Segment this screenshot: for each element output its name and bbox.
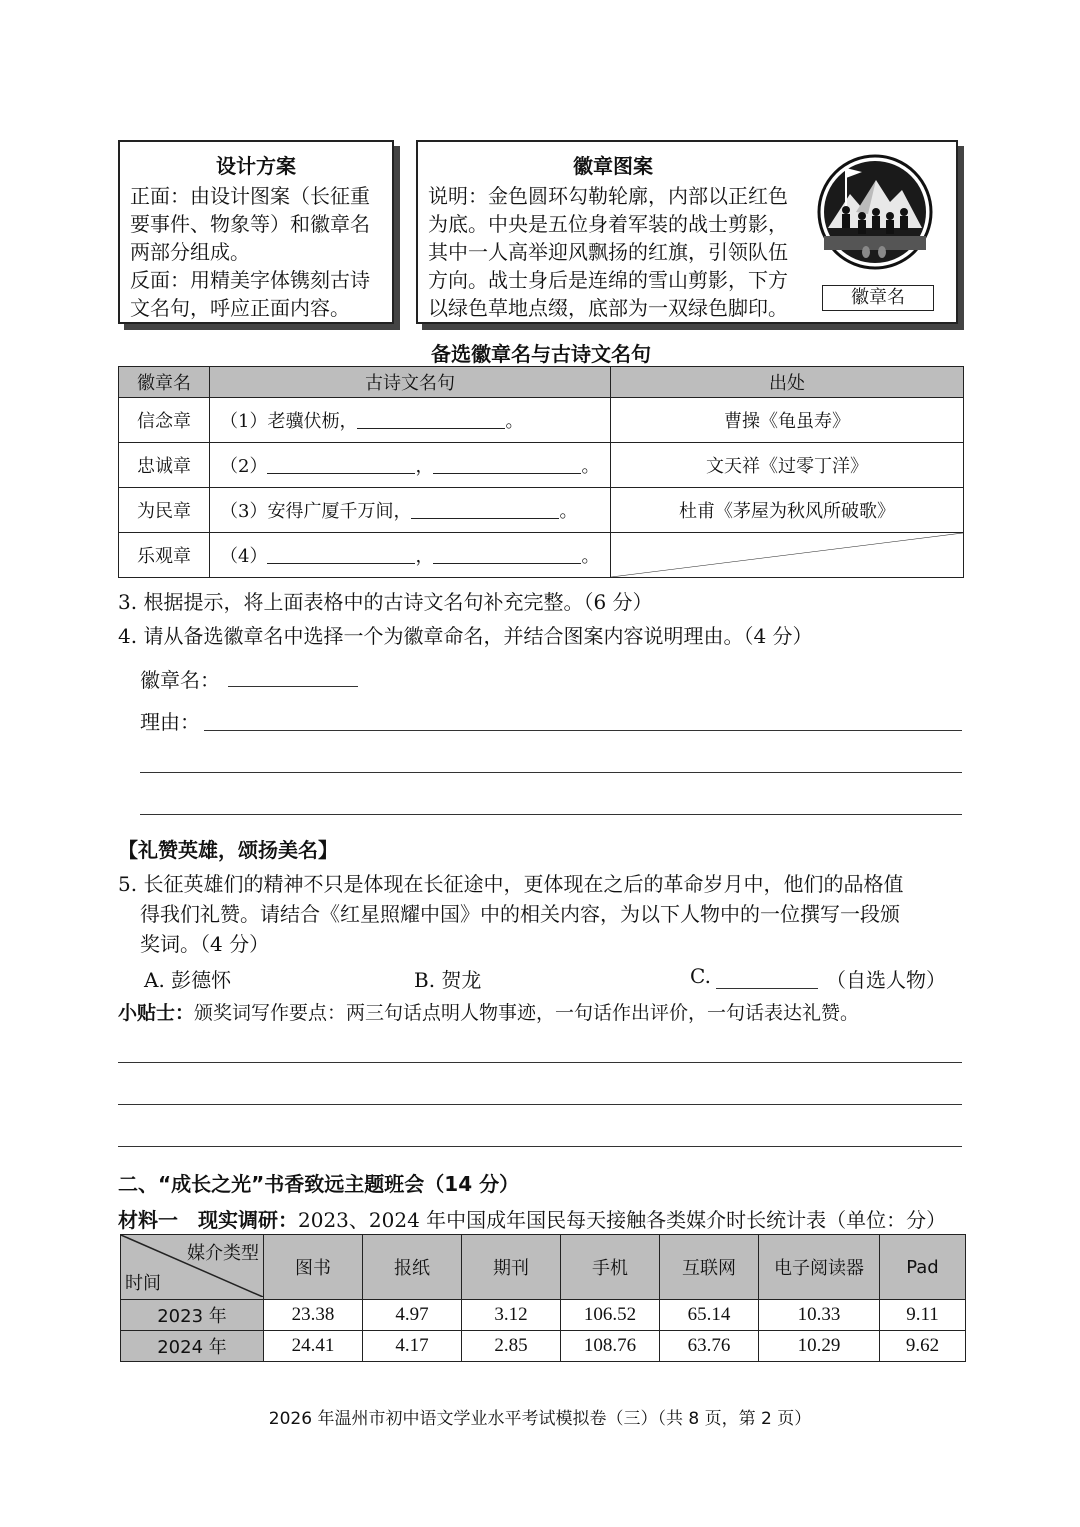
question-3: 3. 根据提示，将上面表格中的古诗文名句补充完整。（6 分） [118, 590, 653, 614]
design-line-5: 文名句，呼应正面内容。 [130, 296, 350, 320]
poem-mid: ， [415, 546, 434, 567]
table-row [119, 398, 964, 443]
poem-cell [210, 443, 611, 488]
poem-cell [210, 533, 611, 578]
table-title: 备选徽章名与古诗文名句 [431, 342, 651, 366]
corner-header-cell [121, 1235, 264, 1300]
value-cell: 2.85 [462, 1331, 561, 1362]
table-row [121, 1331, 966, 1362]
reason-answer-line-1[interactable] [204, 730, 962, 731]
question-4: 4. 请从备选徽章名中选择一个为徽章命名，并结合图案内容说明理由。（4 分） [118, 624, 813, 648]
value-cell: 10.29 [759, 1331, 880, 1362]
year-cell: 2024 年 [121, 1331, 264, 1362]
option-c: C. [690, 964, 711, 988]
year-cell: 2023 年 [121, 1300, 264, 1331]
column-header: 电子阅读器 [759, 1235, 880, 1300]
column-header: 互联网 [660, 1235, 759, 1300]
badge-line-3: 其中一人高举迎风飘扬的红旗，引领队伍 [428, 240, 788, 264]
material-1 [118, 1204, 946, 1233]
table-row [119, 488, 964, 533]
value-cell: 108.76 [561, 1331, 660, 1362]
badge-design-title: 徽章图案 [573, 154, 653, 178]
award-answer-line-1[interactable] [118, 1062, 962, 1063]
source-cell-empty [611, 533, 964, 578]
badge-design-box [416, 140, 958, 324]
value-cell: 63.76 [660, 1331, 759, 1362]
reason-answer-line-3[interactable] [140, 814, 962, 815]
material-1-label: 材料一 现实调研： [118, 1208, 298, 1232]
option-b: B. 贺龙 [414, 968, 482, 992]
value-cell: 4.97 [363, 1300, 462, 1331]
fill-blank[interactable] [433, 543, 581, 564]
fill-blank[interactable] [357, 408, 505, 429]
value-cell: 9.62 [880, 1331, 966, 1362]
header-poem: 古诗文名句 [210, 367, 611, 398]
column-header: 报纸 [363, 1235, 462, 1300]
part-2-heading: 二、“成长之光”书香致远主题班会（14 分） [118, 1172, 520, 1196]
award-answer-line-2[interactable] [118, 1104, 962, 1105]
question-5-line-3: 奖词。（4 分） [140, 932, 270, 956]
item-number: （1） [220, 411, 268, 432]
badge-name-label-text: 徽章名 [851, 287, 905, 308]
table-row [119, 443, 964, 488]
item-number: （2） [220, 456, 268, 477]
question-5-line-2: 得我们礼赞。请结合《红星照耀中国》中的相关内容，为以下人物中的一位撰写一段颁 [140, 902, 900, 926]
section-heading: 【礼赞英雄，颂扬美名】 [118, 838, 338, 862]
badge-name-cell: 为民章 [119, 488, 210, 533]
badge-name-prompt: 徽章名： [140, 668, 220, 692]
award-answer-line-3[interactable] [118, 1146, 962, 1147]
badge-emblem-image [816, 150, 934, 288]
design-plan-title: 设计方案 [216, 154, 296, 178]
badge-name-cell: 信念章 [119, 398, 210, 443]
badge-name-cell: 忠诚章 [119, 443, 210, 488]
badge-line-2: 为底。中央是五位身着军装的战士剪影， [428, 212, 788, 236]
corner-time: 时间 [125, 1273, 161, 1294]
table-row [121, 1300, 966, 1331]
value-cell: 3.12 [462, 1300, 561, 1331]
header-badge-name: 徽章名 [119, 367, 210, 398]
tip-text: 颁奖词写作要点：两三句话点明人物事迹，一句话作出评价，一句话表达礼赞。 [194, 1002, 860, 1024]
design-line-3: 两部分组成。 [130, 240, 250, 264]
design-line-4: 反面：用精美字体镌刻古诗 [130, 268, 370, 292]
badge-line-5: 以绿色草地点缀，底部为一双绿色脚印。 [428, 296, 788, 320]
tip-label: 小贴士： [118, 1002, 195, 1024]
poem-cell [210, 398, 611, 443]
item-number: （3） [220, 501, 268, 522]
design-plan-box [118, 140, 394, 324]
source-cell: 文天祥《过零丁洋》 [611, 443, 964, 488]
column-header: 手机 [561, 1235, 660, 1300]
value-cell: 24.41 [264, 1331, 363, 1362]
source-cell: 杜甫《茅屋为秋风所破歌》 [611, 488, 964, 533]
design-line-1: 正面：由设计图案（长征重 [130, 184, 370, 208]
item-number: （4） [220, 546, 268, 567]
design-line-2: 要事件、物象等）和徽章名 [130, 212, 370, 236]
value-cell: 65.14 [660, 1300, 759, 1331]
badge-name-cell: 乐观章 [119, 533, 210, 578]
header-source: 出处 [611, 367, 964, 398]
badge-line-1: 说明：金色圆环勾勒轮廓，内部以正红色 [428, 184, 788, 208]
table-row [119, 533, 964, 578]
poem-end: 。 [559, 501, 578, 522]
question-5-line-1: 5. 长征英雄们的精神不只是体现在长征途中，更体现在之后的革命岁月中，他们的品格值 [118, 872, 904, 896]
poem-text: 老骥伏枥， [267, 411, 358, 432]
badge-name-label [822, 285, 934, 311]
source-cell: 曹操《龟虽寿》 [611, 398, 964, 443]
reason-answer-line-2[interactable] [140, 772, 962, 773]
value-cell: 23.38 [264, 1300, 363, 1331]
value-cell: 9.11 [880, 1300, 966, 1331]
badge-line-4: 方向。战士身后是连绵的雪山剪影，下方 [428, 268, 788, 292]
column-header: 期刊 [462, 1235, 561, 1300]
badge-poem-table [118, 366, 964, 578]
poem-end: 。 [581, 456, 600, 477]
column-header: 图书 [264, 1235, 363, 1300]
poem-text: 安得广厦千万间， [267, 501, 412, 522]
poem-cell [210, 488, 611, 533]
poem-end: 。 [505, 411, 524, 432]
value-cell: 4.17 [363, 1331, 462, 1362]
fill-blank[interactable] [433, 453, 581, 474]
page-footer: 2026 年温州市初中语文学业水平考试模拟卷（三）（共 8 页，第 2 页） [268, 1409, 812, 1429]
fill-blank[interactable] [267, 453, 415, 474]
reason-prompt: 理由： [140, 710, 200, 734]
diagonal-slash [611, 533, 963, 577]
value-cell: 10.33 [759, 1300, 880, 1331]
value-cell: 106.52 [561, 1300, 660, 1331]
tip [118, 998, 859, 1025]
corner-media-type: 媒介类型 [187, 1243, 259, 1264]
media-time-table [120, 1234, 966, 1362]
column-header: Pad [880, 1235, 966, 1300]
fill-blank[interactable] [411, 498, 559, 519]
option-c-blank[interactable] [716, 988, 818, 989]
fill-blank[interactable] [267, 543, 415, 564]
option-c-note: （自选人物） [826, 968, 946, 992]
option-a: A. 彭德怀 [144, 968, 232, 992]
poem-mid: ， [415, 456, 434, 477]
badge-name-answer-line[interactable] [228, 686, 358, 687]
material-1-text: 2023、2024 年中国成年国民每天接触各类媒介时长统计表（单位：分） [298, 1208, 947, 1232]
poem-end: 。 [581, 546, 600, 567]
